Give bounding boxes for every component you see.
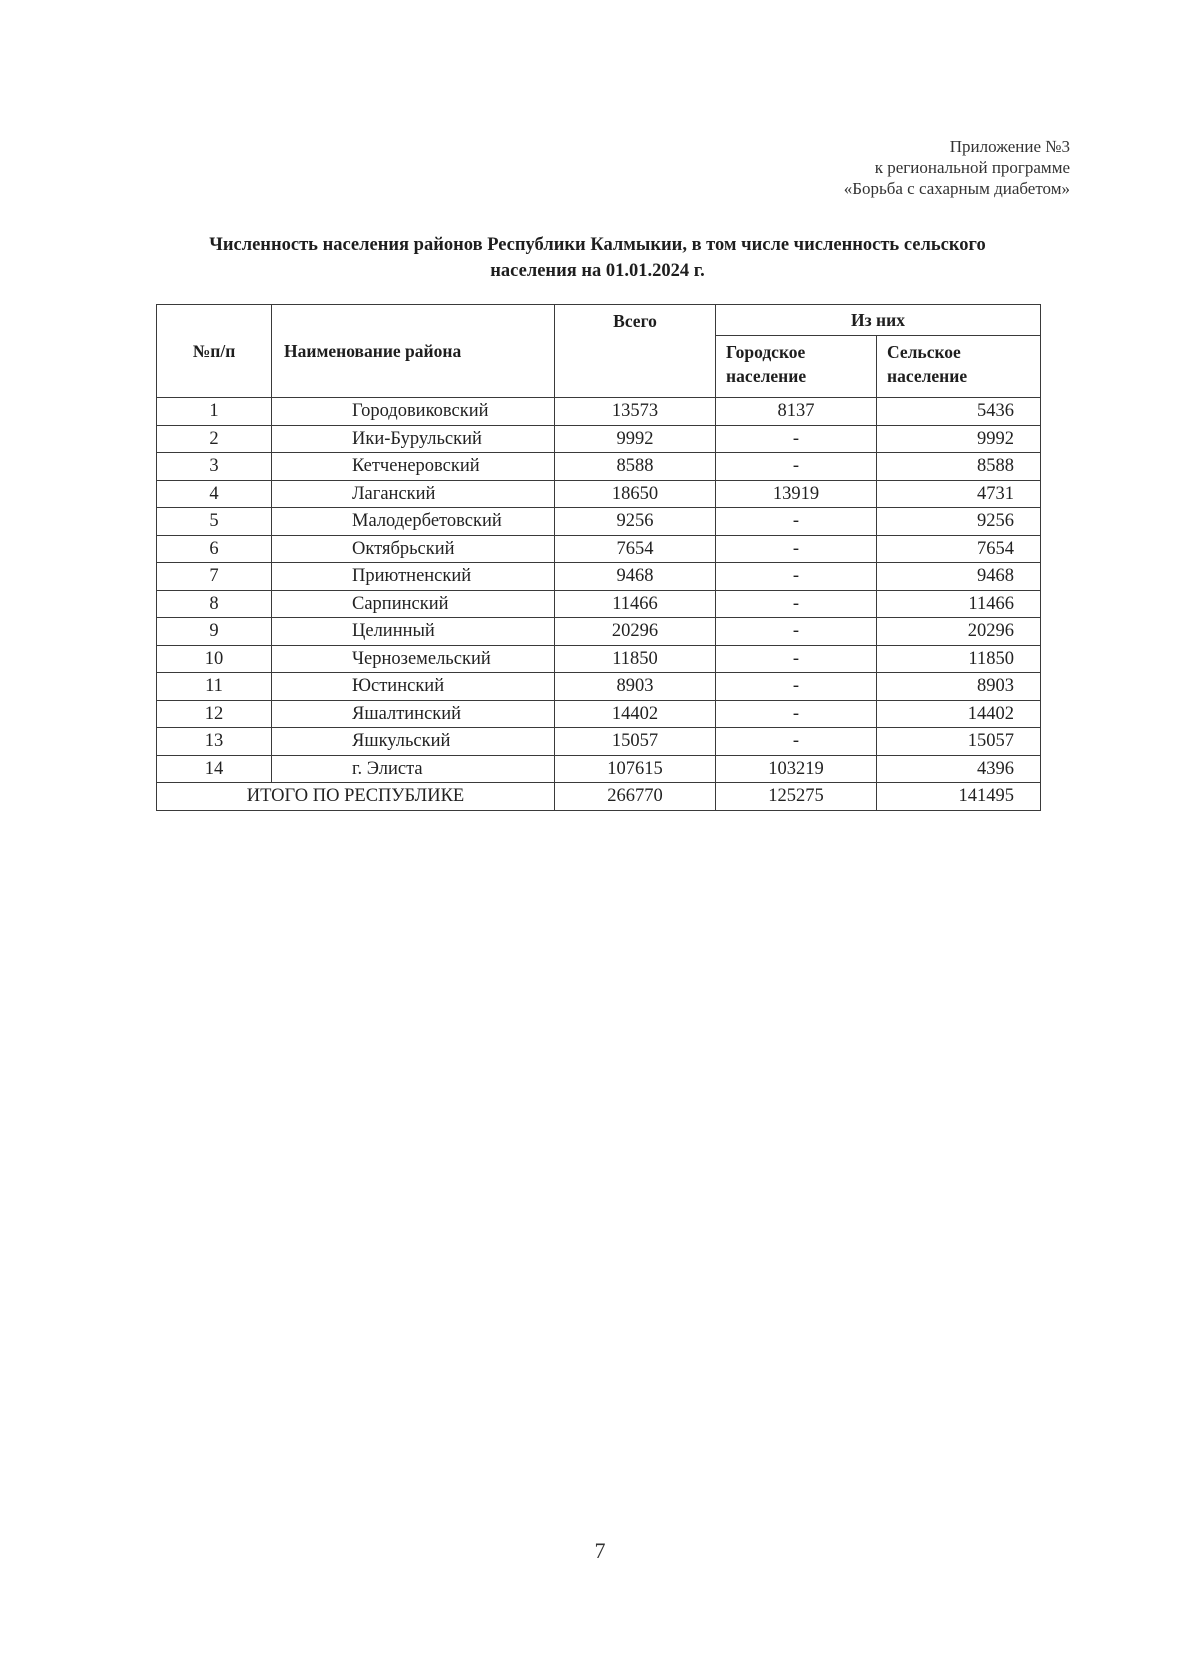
district-name: Ики-Бурульский [272, 425, 555, 453]
total-population: 107615 [555, 755, 716, 783]
row-number: 12 [157, 700, 272, 728]
table-row [157, 645, 1041, 673]
table-row [157, 673, 1041, 701]
total-population: 8588 [555, 453, 716, 481]
row-number: 1 [157, 398, 272, 426]
district-name: Приютненский [272, 563, 555, 591]
appendix-line-2: к региональной программе [874, 158, 1070, 177]
row-number: 2 [157, 425, 272, 453]
urban-population: - [716, 508, 877, 536]
rural-population: 7654 [877, 535, 1041, 563]
header-total: Всего [555, 305, 716, 398]
district-name: Черноземельский [272, 645, 555, 673]
header-of-which: Из них [716, 305, 1041, 336]
header-rural-line-1: Сельское [887, 342, 961, 362]
rural-population: 15057 [877, 728, 1041, 756]
rural-population: 14402 [877, 700, 1041, 728]
total-population: 9468 [555, 563, 716, 591]
total-population: 11850 [555, 645, 716, 673]
rural-population: 5436 [877, 398, 1041, 426]
header-rural-line-2: население [887, 366, 968, 386]
urban-population: 8137 [716, 398, 877, 426]
urban-population: - [716, 563, 877, 591]
rural-population: 9468 [877, 563, 1041, 591]
rural-population: 20296 [877, 618, 1041, 646]
rural-population: 4731 [877, 480, 1041, 508]
header-urban-line-1: Городское [726, 342, 806, 362]
total-population: 15057 [555, 728, 716, 756]
totals-row [157, 783, 1041, 811]
district-name: Городовиковский [272, 398, 555, 426]
urban-population: - [716, 700, 877, 728]
row-number: 4 [157, 480, 272, 508]
row-number: 3 [157, 453, 272, 481]
page-number: 7 [594, 1538, 606, 1563]
table-row [157, 728, 1041, 756]
appendix-line-3: «Борьба с сахарным диабетом» [843, 179, 1070, 198]
urban-population: 13919 [716, 480, 877, 508]
header-rural [877, 336, 1041, 398]
total-population: 14402 [555, 700, 716, 728]
document-title-line-1: Численность населения районов Республики Калмыкии, в том числе численность сельского [209, 235, 986, 255]
urban-population: - [716, 618, 877, 646]
table-header [157, 305, 1041, 398]
row-number: 10 [157, 645, 272, 673]
table-row [157, 425, 1041, 453]
row-number: 5 [157, 508, 272, 536]
header-number: №п/п [157, 305, 272, 398]
table-row [157, 590, 1041, 618]
urban-population: - [716, 590, 877, 618]
total-population: 7654 [555, 535, 716, 563]
appendix-line-1: Приложение №3 [949, 137, 1070, 156]
urban-population: - [716, 645, 877, 673]
document-title [130, 232, 1065, 284]
table-row [157, 563, 1041, 591]
urban-population: - [716, 535, 877, 563]
total-population: 18650 [555, 480, 716, 508]
total-population: 9992 [555, 425, 716, 453]
rural-population: 8588 [877, 453, 1041, 481]
urban-population: - [716, 673, 877, 701]
totals-urban-population: 125275 [716, 783, 877, 811]
total-population: 8903 [555, 673, 716, 701]
table-body [157, 398, 1041, 811]
totals-label: ИТОГО ПО РЕСПУБЛИКЕ [157, 783, 555, 811]
table-row [157, 508, 1041, 536]
row-number: 14 [157, 755, 272, 783]
row-number: 6 [157, 535, 272, 563]
district-name: Сарпинский [272, 590, 555, 618]
row-number: 7 [157, 563, 272, 591]
document-title-line-2: населения на 01.01.2024 г. [490, 261, 705, 281]
rural-population: 9992 [877, 425, 1041, 453]
total-population: 20296 [555, 618, 716, 646]
header-district-name: Наименование района [272, 305, 555, 398]
rural-population: 8903 [877, 673, 1041, 701]
table-row [157, 755, 1041, 783]
district-name: Яшкульский [272, 728, 555, 756]
header-row-1 [157, 305, 1041, 336]
district-name: Кетченеровский [272, 453, 555, 481]
total-population: 13573 [555, 398, 716, 426]
totals-total-population: 266770 [555, 783, 716, 811]
row-number: 11 [157, 673, 272, 701]
header-urban [716, 336, 877, 398]
table-row [157, 480, 1041, 508]
district-name: Целинный [272, 618, 555, 646]
total-population: 11466 [555, 590, 716, 618]
rural-population: 11850 [877, 645, 1041, 673]
district-name: Юстинский [272, 673, 555, 701]
table-row [157, 535, 1041, 563]
urban-population: - [716, 728, 877, 756]
row-number: 13 [157, 728, 272, 756]
rural-population: 11466 [877, 590, 1041, 618]
urban-population: - [716, 425, 877, 453]
row-number: 8 [157, 590, 272, 618]
district-name: Октябрьский [272, 535, 555, 563]
district-name: Лаганский [272, 480, 555, 508]
appendix-note [844, 136, 1070, 199]
district-name: Малодербетовский [272, 508, 555, 536]
total-population: 9256 [555, 508, 716, 536]
row-number: 9 [157, 618, 272, 646]
table-row [157, 700, 1041, 728]
table-row [157, 453, 1041, 481]
district-name: Яшалтинский [272, 700, 555, 728]
district-name: г. Элиста [272, 755, 555, 783]
totals-rural-population: 141495 [877, 783, 1041, 811]
urban-population: - [716, 453, 877, 481]
rural-population: 9256 [877, 508, 1041, 536]
rural-population: 4396 [877, 755, 1041, 783]
urban-population: 103219 [716, 755, 877, 783]
table-row [157, 618, 1041, 646]
header-urban-line-2: население [726, 366, 807, 386]
population-table [156, 304, 1041, 811]
table-row [157, 398, 1041, 426]
